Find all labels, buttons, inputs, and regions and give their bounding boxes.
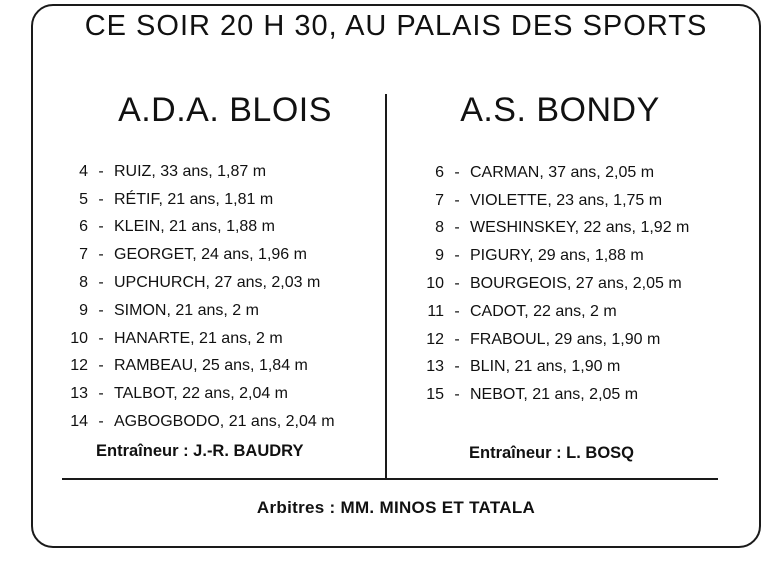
player-row bbox=[416, 159, 689, 187]
player-details: RÉTIF, 21 ans, 1,81 m bbox=[114, 190, 274, 208]
player-row bbox=[60, 380, 335, 408]
team-left-name: A.D.A. BLOIS bbox=[118, 91, 332, 129]
separator-dash: - bbox=[454, 330, 460, 348]
player-details: CARMAN, 37 ans, 2,05 m bbox=[470, 163, 655, 181]
separator-dash: - bbox=[98, 162, 104, 180]
player-number: 9 bbox=[435, 247, 444, 265]
player-number: 6 bbox=[435, 163, 444, 181]
separator-dash: - bbox=[98, 385, 104, 403]
player-details: HANARTE, 21 ans, 2 m bbox=[114, 329, 283, 347]
player-number: 8 bbox=[435, 219, 444, 237]
referees-divider bbox=[62, 478, 718, 480]
column-divider bbox=[385, 94, 387, 478]
player-number: 10 bbox=[426, 275, 444, 293]
team-right-coach: Entraînеur : L. BOSQ bbox=[469, 444, 635, 462]
player-row bbox=[60, 353, 335, 381]
separator-dash: - bbox=[454, 163, 460, 181]
player-number: 10 bbox=[70, 329, 88, 347]
separator-dash: - bbox=[454, 191, 460, 209]
team-right-name: A.S. BONDY bbox=[460, 91, 660, 129]
player-details: TALBOT, 22 ans, 2,04 m bbox=[114, 385, 289, 403]
separator-dash: - bbox=[454, 386, 460, 404]
separator-dash: - bbox=[454, 275, 460, 293]
player-number: 6 bbox=[79, 218, 88, 236]
player-details: GEORGET, 24 ans, 1,96 m bbox=[114, 246, 307, 264]
player-details: AGBOGBODO, 21 ans, 2,04 m bbox=[114, 413, 335, 431]
player-details: UPCHURCH, 27 ans, 2,03 m bbox=[114, 274, 321, 292]
player-number: 12 bbox=[426, 330, 444, 348]
player-row bbox=[60, 408, 335, 436]
separator-dash: - bbox=[98, 274, 104, 292]
headline: CE SOIR 20 H 30, AU PALAIS DES SPORTS bbox=[84, 10, 708, 42]
player-row bbox=[60, 158, 335, 186]
player-row bbox=[416, 187, 689, 215]
player-details: RUIZ, 33 ans, 1,87 m bbox=[114, 162, 267, 180]
separator-dash: - bbox=[98, 246, 104, 264]
team-left-roster bbox=[60, 158, 335, 436]
player-row bbox=[60, 214, 335, 242]
player-row bbox=[416, 298, 689, 326]
player-details: SIMON, 21 ans, 2 m bbox=[114, 301, 259, 319]
separator-dash: - bbox=[454, 358, 460, 376]
player-number: 4 bbox=[79, 162, 88, 180]
player-row bbox=[416, 242, 689, 270]
referees-line: Arbitres : MM. MINOS ET TATALA bbox=[256, 498, 536, 517]
player-details: NEBOT, 21 ans, 2,05 m bbox=[470, 386, 639, 404]
team-right-roster bbox=[416, 159, 689, 409]
separator-dash: - bbox=[98, 357, 104, 375]
separator-dash: - bbox=[454, 247, 460, 265]
player-number: 11 bbox=[427, 302, 444, 320]
player-row bbox=[416, 326, 689, 354]
player-row bbox=[416, 381, 689, 409]
separator-dash: - bbox=[98, 301, 104, 319]
player-row bbox=[60, 325, 335, 353]
separator-dash: - bbox=[98, 190, 104, 208]
player-details: WESHINSKEY, 22 ans, 1,92 m bbox=[470, 219, 690, 237]
player-details: BOURGEOIS, 27 ans, 2,05 m bbox=[470, 275, 682, 293]
separator-dash: - bbox=[98, 218, 104, 236]
player-details: PIGURY, 29 ans, 1,88 m bbox=[470, 247, 644, 265]
player-details: RAMBEAU, 25 ans, 1,84 m bbox=[114, 357, 308, 375]
player-number: 5 bbox=[79, 190, 88, 208]
player-row bbox=[416, 215, 689, 243]
player-details: VIOLETTE, 23 ans, 1,75 m bbox=[470, 191, 663, 209]
team-left-coach: Entraîneur : J.-R. BAUDRY bbox=[96, 442, 304, 460]
player-number: 7 bbox=[79, 246, 88, 264]
player-details: KLEIN, 21 ans, 1,88 m bbox=[114, 218, 275, 236]
player-details: BLIN, 21 ans, 1,90 m bbox=[470, 358, 621, 376]
player-row bbox=[416, 270, 689, 298]
player-row bbox=[60, 269, 335, 297]
player-number: 15 bbox=[426, 386, 444, 404]
player-row bbox=[416, 354, 689, 382]
player-number: 7 bbox=[435, 191, 444, 209]
player-row bbox=[60, 186, 335, 214]
player-details: CADOT, 22 ans, 2 m bbox=[470, 302, 617, 320]
separator-dash: - bbox=[454, 302, 460, 320]
player-number: 8 bbox=[79, 274, 88, 292]
separator-dash: - bbox=[98, 413, 104, 431]
player-row bbox=[60, 297, 335, 325]
player-number: 12 bbox=[70, 357, 88, 375]
player-number: 14 bbox=[70, 413, 88, 431]
separator-dash: - bbox=[454, 219, 460, 237]
player-number: 13 bbox=[426, 358, 444, 376]
player-number: 9 bbox=[79, 301, 88, 319]
separator-dash: - bbox=[98, 329, 104, 347]
player-details: FRABOUL, 29 ans, 1,90 m bbox=[470, 330, 661, 348]
player-number: 13 bbox=[70, 385, 88, 403]
player-row bbox=[60, 241, 335, 269]
